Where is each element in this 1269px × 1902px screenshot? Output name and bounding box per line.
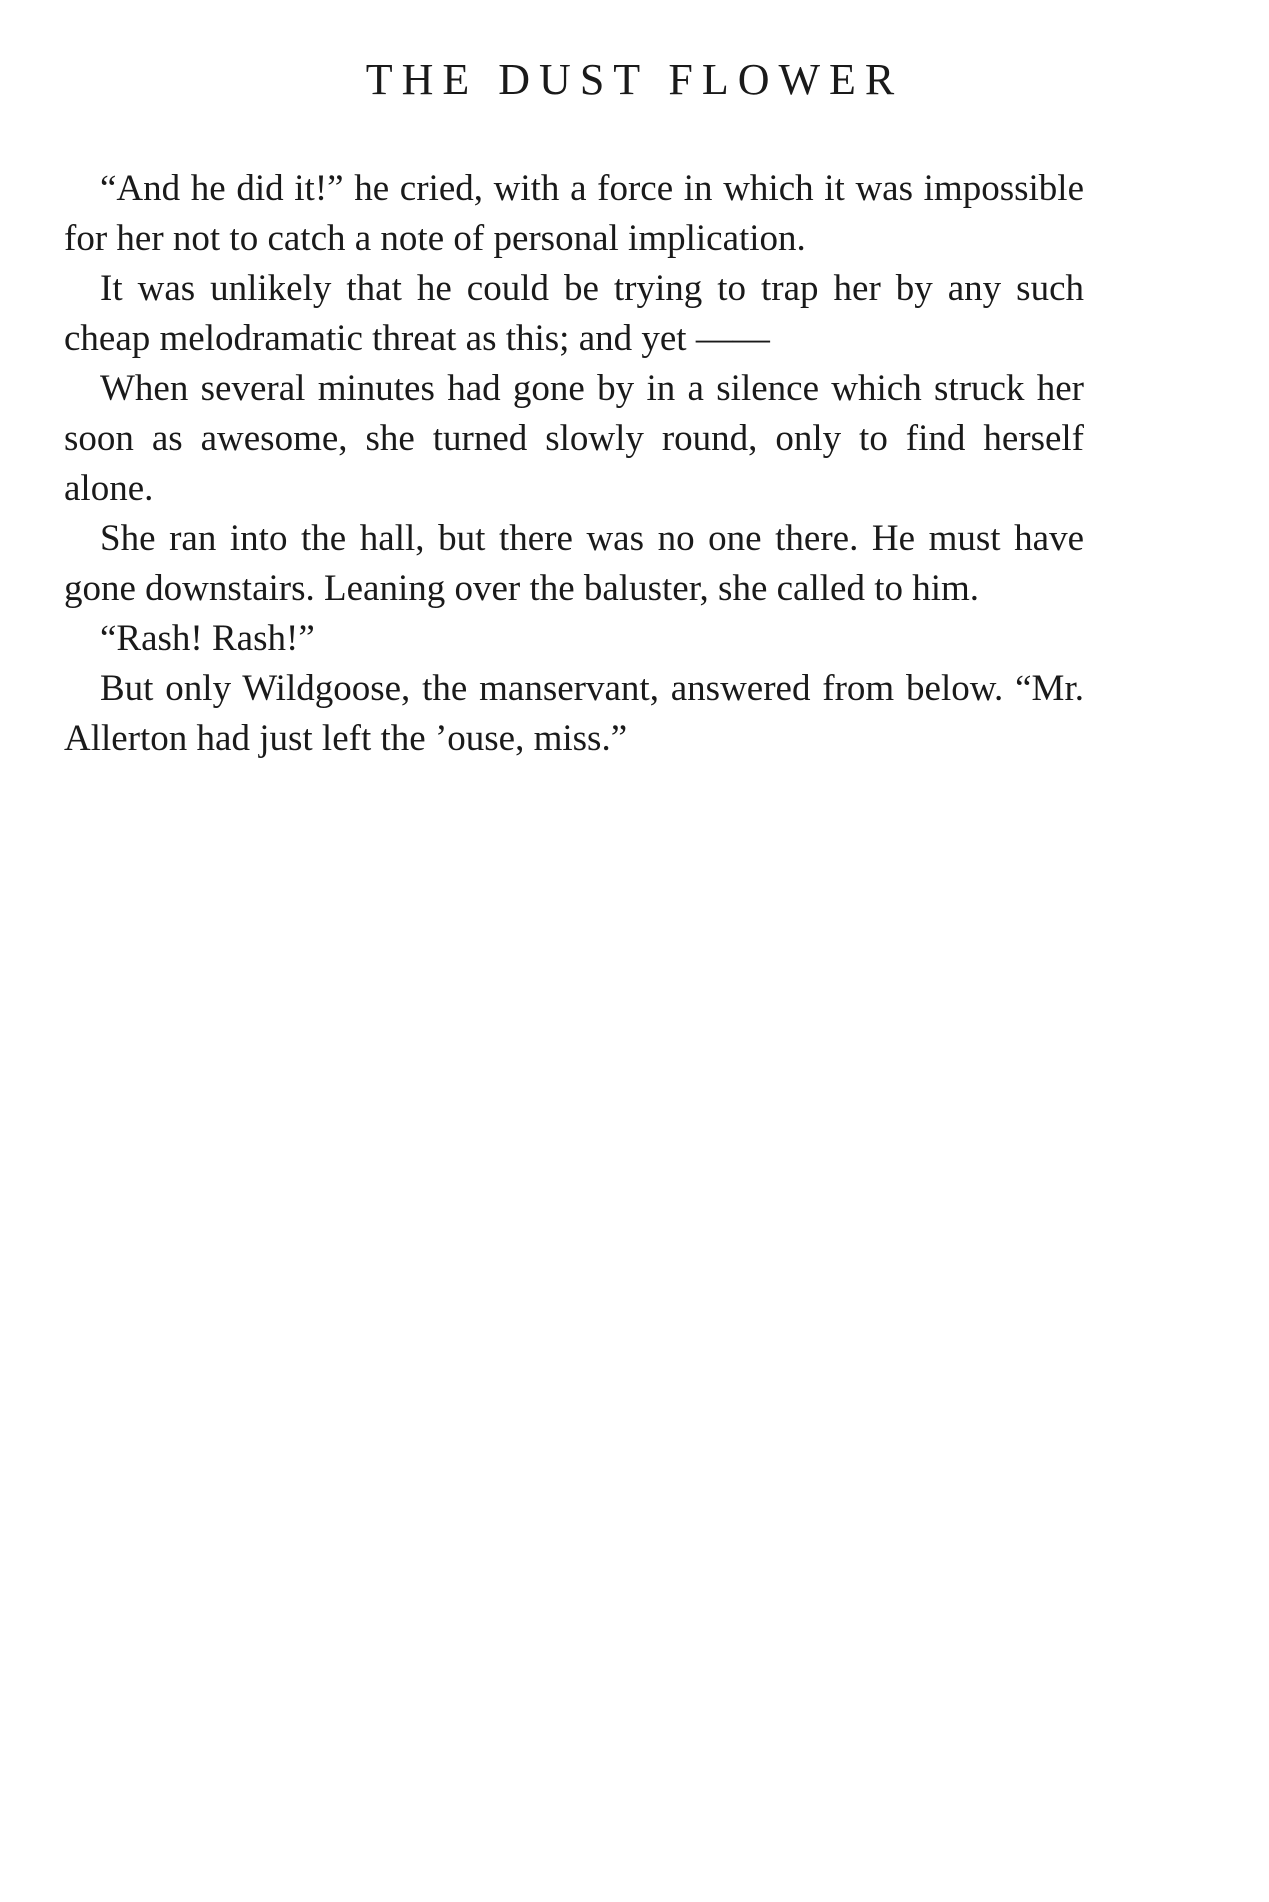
paragraph: She ran into the hall, but there was no one there. He must have gone downstairs. Leaning over the baluster, she called to him. (64, 518, 1084, 609)
body-text (64, 164, 1084, 764)
paragraph: “And he did it!” he cried, with a force in which it was impossible for her not to catch a note of personal implication. (64, 168, 1084, 259)
paragraph: It was unlikely that he could be trying to trap her by any such cheap melodramatic threat as this; and yet —— (64, 268, 1084, 359)
paragraph: “Rash! Rash!” (100, 618, 315, 659)
running-head: THE DUST FLOWER (365, 55, 904, 104)
paragraph: But only Wildgoose, the manservant, answered from below. “Mr. Allerton had just left the ’ouse, miss.” (64, 668, 1084, 759)
paragraph: When several minutes had gone by in a silence which struck her soon as awesome, she turned slowly round, only to find herself alone. (64, 368, 1084, 509)
